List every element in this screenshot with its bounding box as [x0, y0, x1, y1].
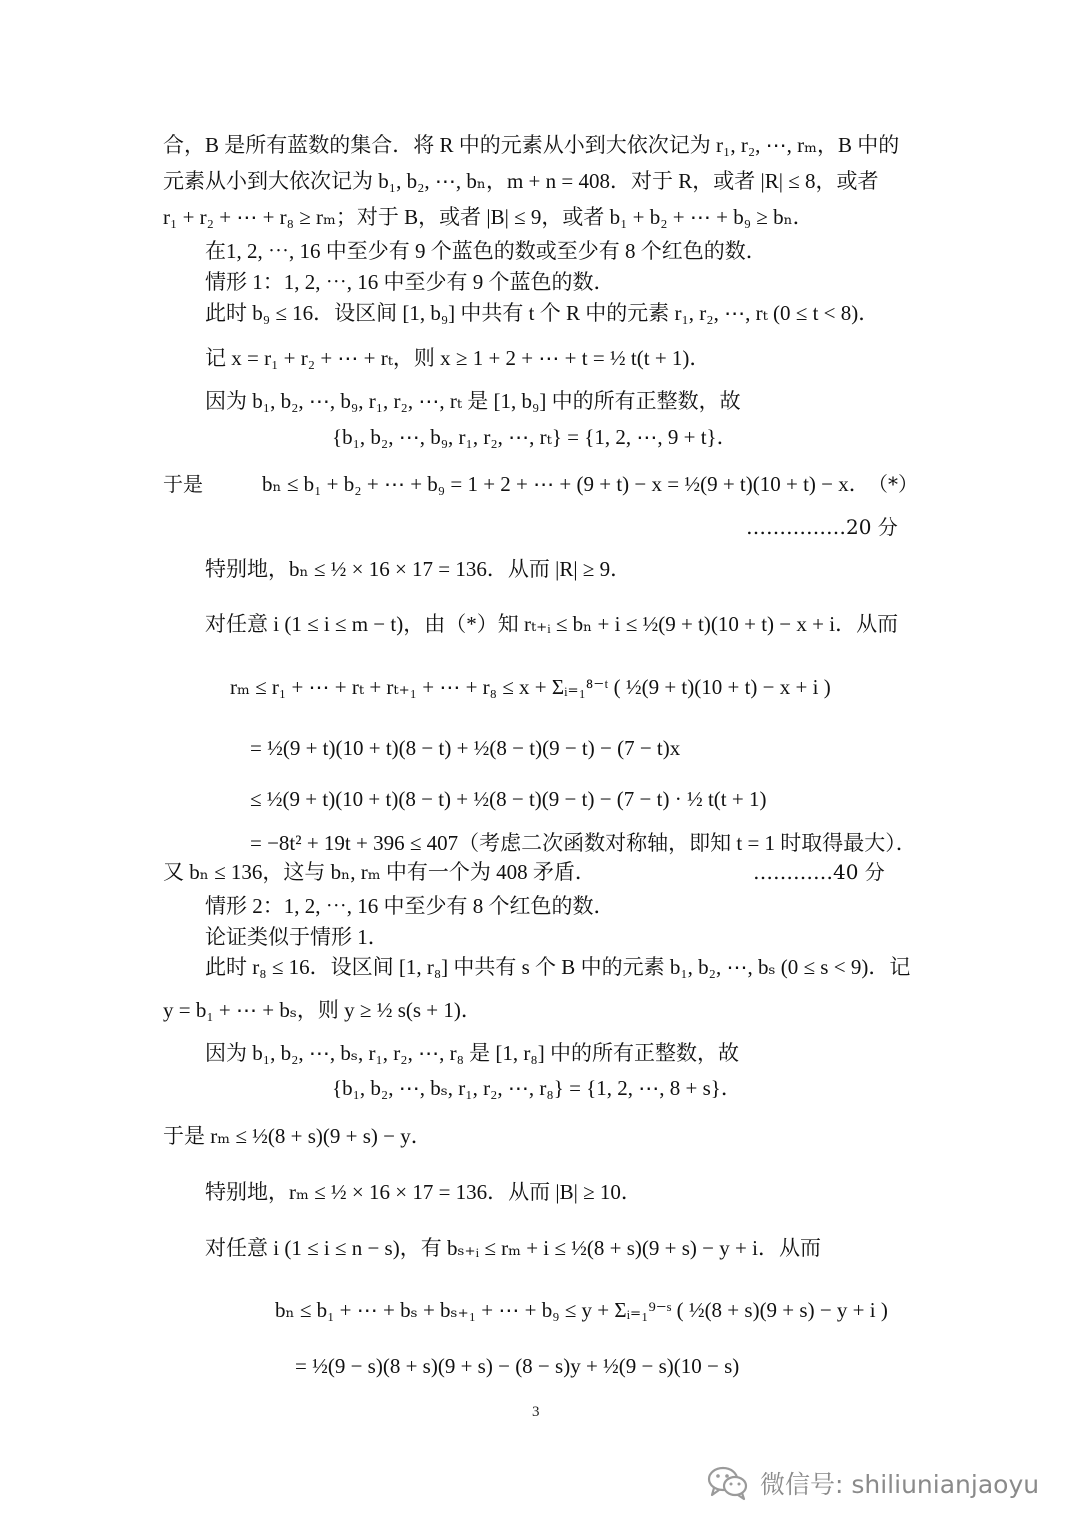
- line-19: 论证类似于情形 1．: [205, 925, 389, 949]
- watermark-text: 微信号: shiliunianjaoyu: [760, 1470, 1040, 1499]
- line-14: = ½(9 + t)(10 + t)(8 − t) + ½(8 − t)(9 − t) − (7 − t)x: [250, 736, 681, 760]
- line-20: 此时 r₈ ≤ 16．设区间 [1, r₈] 中共有 s 个 B 中的元素 b₁, b₂, ⋯, bₛ (0 ≤ s < 9)．记: [205, 955, 911, 979]
- line-6: 此时 b₉ ≤ 16．设区间 [1, b₉] 中共有 t 个 R 中的元素 r₁, r₂, ⋯, rₜ (0 ≤ t < 8)．: [205, 301, 880, 325]
- line-11: 特别地，bₙ ≤ ½ × 16 × 17 = 136．从而 |R| ≥ 9．: [205, 557, 632, 581]
- line-8: 因为 b₁, b₂, ⋯, b₉, r₁, r₂, ⋯, rₜ 是 [1, b₉] 中的所有正整数，故: [205, 389, 741, 413]
- line-26: 对任意 i (1 ≤ i ≤ n − s)，有 bₛ₊ᵢ ≤ rₘ + i ≤ ½(8 + s)(9 + s) − y + i．从而: [205, 1236, 821, 1260]
- line-15: ≤ ½(9 + t)(10 + t)(8 − t) + ½(8 − t)(9 − t) − (7 − t) · ½ t(t + 1): [250, 787, 767, 811]
- line-17: 又 bₙ ≤ 136，这与 bₙ, rₘ 中有一个为 408 矛盾．: [163, 860, 596, 884]
- line-25: 特别地，rₘ ≤ ½ × 16 × 17 = 136．从而 |B| ≥ 10．: [205, 1180, 642, 1204]
- line-28: = ½(9 − s)(8 + s)(9 + s) − (8 − s)y + ½(9 − s)(10 − s): [295, 1354, 740, 1378]
- line-12: 对任意 i (1 ≤ i ≤ m − t)，由（*）知 rₜ₊ᵢ ≤ bₙ + i ≤ ½(9 + t)(10 + t) − x + i．从而: [205, 612, 899, 636]
- star-marker: （*）: [868, 472, 918, 496]
- line-5: 情形 1：1, 2, ⋯, 16 中至少有 9 个蓝色的数．: [205, 270, 615, 294]
- line-23: {b₁, b₂, ⋯, bₛ, r₁, r₂, ⋯, r₈} = {1, 2, ⋯, 8 + s}．: [332, 1076, 742, 1100]
- line-27: bₙ ≤ b₁ + ⋯ + bₛ + bₛ₊₁ + ⋯ + b₉ ≤ y + Σᵢ₌₁⁹⁻ˢ ( ½(8 + s)(9 + s) − y + i ): [275, 1298, 888, 1322]
- line-22: 因为 b₁, b₂, ⋯, bₛ, r₁, r₂, ⋯, r₈ 是 [1, r₈] 中的所有正整数，故: [205, 1041, 739, 1065]
- line-21: y = b₁ + ⋯ + bₛ，则 y ≥ ½ s(s + 1)．: [163, 998, 482, 1022]
- wechat-icon: [706, 1465, 750, 1501]
- line-4: 在1, 2, ⋯, 16 中至少有 9 个蓝色的数或至少有 8 个红色的数．: [205, 239, 767, 263]
- page-number: 3: [532, 1404, 540, 1420]
- score-40: …………40 分: [753, 860, 885, 884]
- line-13: rₘ ≤ r₁ + ⋯ + rₜ + rₜ₊₁ + ⋯ + r₈ ≤ x + Σᵢ₌₁⁸⁻ᵗ ( ½(9 + t)(10 + t) − x + i ): [230, 675, 831, 699]
- score-20: ……………20 分: [746, 515, 898, 539]
- line-9: {b₁, b₂, ⋯, b₉, r₁, r₂, ⋯, rₜ} = {1, 2, ⋯, 9 + t}．: [332, 425, 738, 449]
- label-yushi: 于是: [163, 472, 203, 496]
- line-16: = −8t² + 19t + 396 ≤ 407（考虑二次函数对称轴，即知 t = 1 时取得最大）．: [250, 831, 917, 855]
- line-18: 情形 2：1, 2, ⋯, 16 中至少有 8 个红色的数．: [205, 894, 615, 918]
- line-1: 合，B 是所有蓝数的集合．将 R 中的元素从小到大依次记为 r₁, r₂, ⋯, rₘ，B 中的: [163, 133, 900, 157]
- line-10: bₙ ≤ b₁ + b₂ + ⋯ + b₉ = 1 + 2 + ⋯ + (9 + t) − x = ½(9 + t)(10 + t) − x．: [262, 472, 870, 496]
- watermark: [706, 1463, 1039, 1503]
- line-7: 记 x = r₁ + r₂ + ⋯ + rₜ，则 x ≥ 1 + 2 + ⋯ + t = ½ t(t + 1)．: [205, 346, 711, 370]
- line-3: r₁ + r₂ + ⋯ + r₈ ≥ rₘ；对于 B，或者 |B| ≤ 9，或者 b₁ + b₂ + ⋯ + b₉ ≥ bₙ．: [163, 205, 814, 229]
- line-2: 元素从小到大依次记为 b₁, b₂, ⋯, bₙ，m + n = 408．对于 R，或者 |R| ≤ 8，或者: [163, 169, 879, 193]
- line-24: 于是 rₘ ≤ ½(8 + s)(9 + s) − y．: [163, 1124, 432, 1148]
